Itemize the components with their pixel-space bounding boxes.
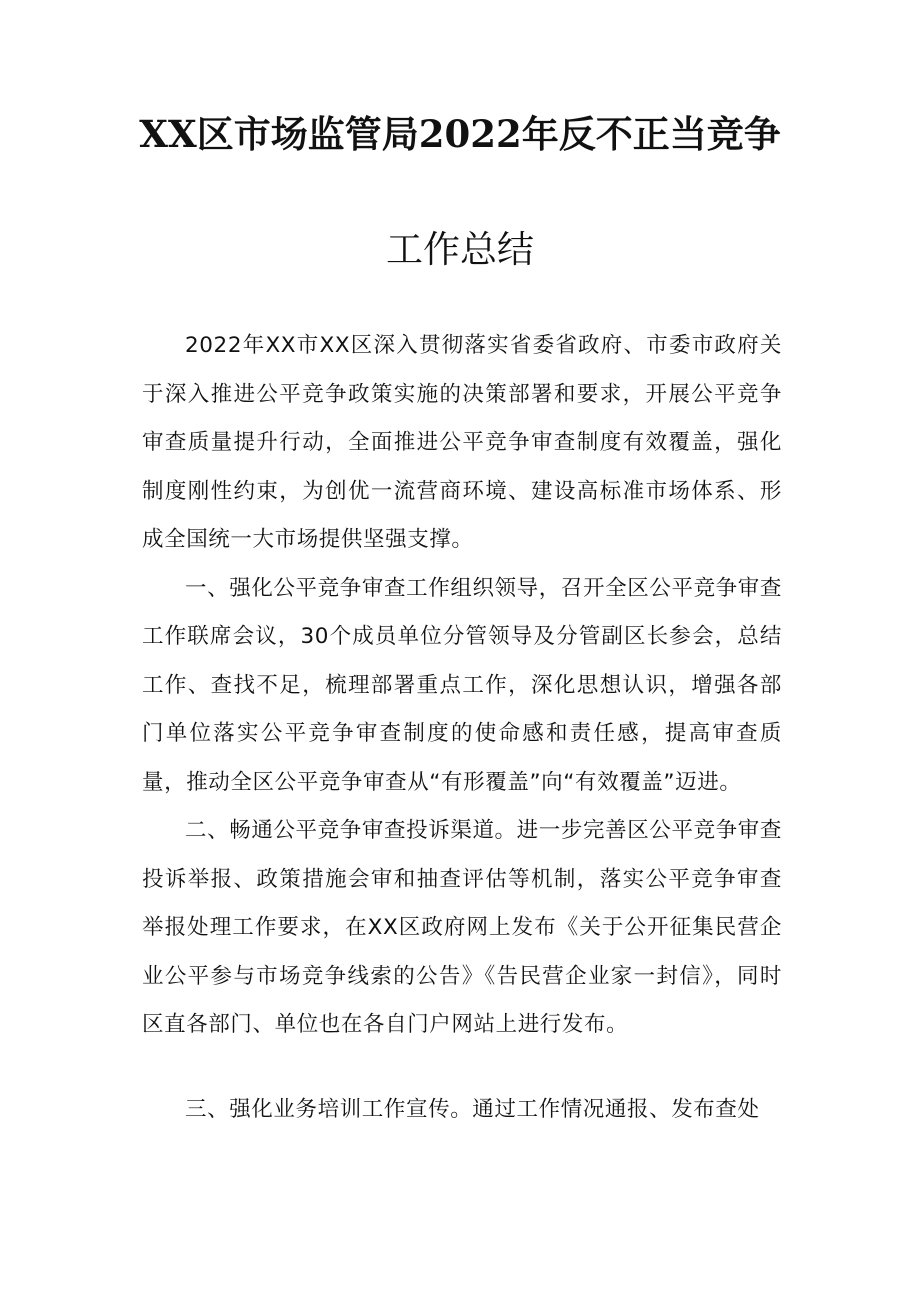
document-title-line-2: 工作总结 <box>386 228 534 271</box>
document-title-line-1: XX区市场监管局2022年反不正当竞争 <box>139 112 781 156</box>
paragraph-section-1: 一、强化公平竞争审查工作组织领导，召开全区公平竞争审查工作联席会议，30个成员单位分管领导及分管副区长参会，总结工作、查找不足，梳理部署重点工作，深化思想认识，增强各部门单位落实公平竞争审查制度的使命感和责任感，提高审查质量，推动全区公平竞争审查从“有形覆盖”向“有效覆盖”迈进。 <box>142 575 782 795</box>
paragraph-section-2: 二、畅通公平竞争审查投诉渠道。进一步完善区公平竞争审查投诉举报、政策措施会审和抽查评估等机制，落实公平竞争审查举报处理工作要求，在XX区政府网上发布《关于公开征集民营企业公平参与市场竞争线索的公告》《告民营企业家一封信》，同时区直各部门、单位也在各自门户网站上进行发布。 <box>142 818 782 1037</box>
paragraph-section-3: 三、强化业务培训工作宣传。通过工作情况通报、发布查处 <box>185 1096 760 1122</box>
paragraph-intro: 2022年XX市XX区深入贯彻落实省委省政府、市委市政府关于深入推进公平竞争政策实施的决策部署和要求，开展公平竞争审查质量提升行动，全面推进公平竞争审查制度有效覆盖，强化制度刚性约束，为创优一流营商环境、建设高标准市场体系、形成全国统一大市场提供坚强支撑。 <box>142 333 782 552</box>
document-body <box>142 322 782 1134</box>
